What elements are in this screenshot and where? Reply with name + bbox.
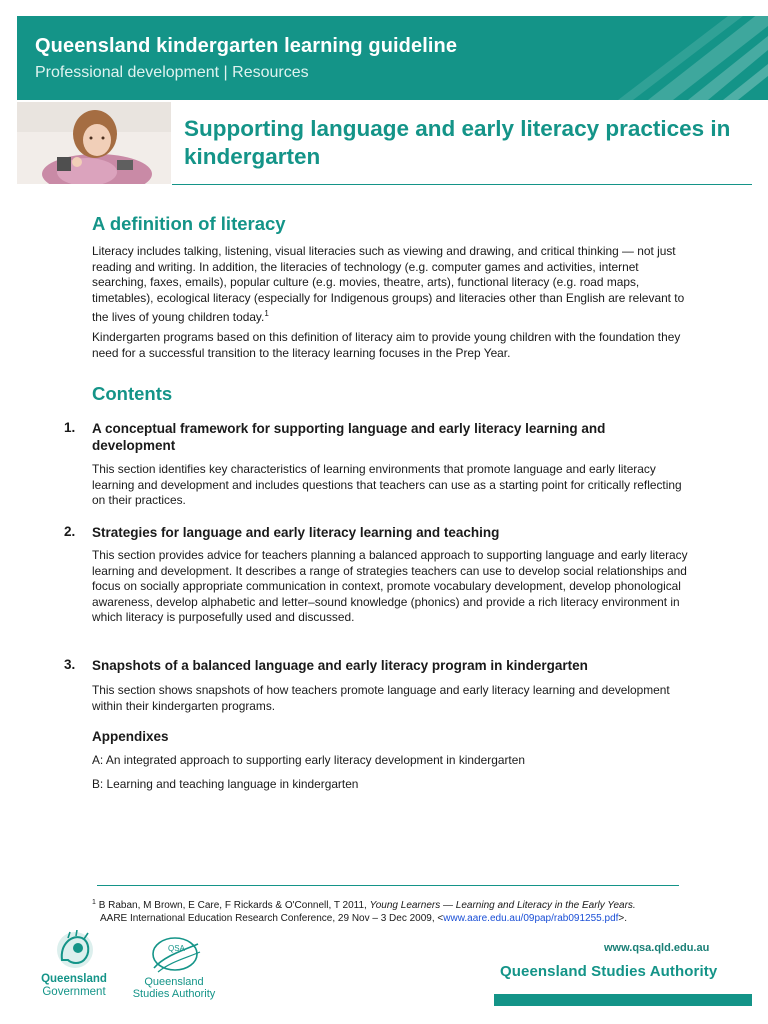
contents-item-title: Snapshots of a balanced language and early literacy program in kindergarten (92, 658, 588, 673)
footnote-suffix: >. (618, 912, 628, 924)
title-divider (172, 184, 752, 185)
qsa-line-2: Studies Authority (132, 988, 216, 1000)
definition-heading: A definition of literacy (92, 213, 286, 234)
decorative-stripes (618, 16, 768, 100)
page-title: Supporting language and early literacy practices in kindergarten (184, 116, 731, 169)
header-banner (17, 16, 768, 100)
footnote-mark: 1 (92, 899, 96, 906)
qsa-badge-text: QSA (168, 944, 185, 953)
footnote-divider (97, 885, 679, 886)
footnote-conference: AARE International Education Research Conference, 29 Nov – 3 Dec 2009, < (100, 912, 444, 924)
footnote-reference[interactable]: 1 (264, 309, 269, 319)
footnote-line-2 (92, 913, 712, 926)
footnote-work-title: Young Learners — Learning and Literacy in the Early Years. (369, 900, 636, 911)
footer-bar (494, 994, 752, 1006)
definition-paragraph-1 (92, 244, 692, 326)
contents-item-body: This section identifies key characteristics of learning environments that promote language and early literacy learning and development and includes questions that teachers can use as a starting point for critically reflecting on their practices. (92, 462, 682, 508)
contents-item-body: This section provides advice for teachers planning a balanced approach to supporting language and early literacy learning and development. It describes a range of strategies teachers can use to develop social relationships and focus on socially appropriate communication in context, promote vocabulary development, develop phonological awareness, develop alphabetic and letter–sound knowledge (phonics) and provide a rich literacy environment in which literacy is purposefully used and discussed. (92, 548, 688, 625)
authority-name: Queensland Studies Authority (500, 963, 718, 980)
contents-item-body: This section shows snapshots of how teachers promote language and early literacy learning and development within their kindergarten programs. (92, 683, 670, 713)
qg-line-1: Queensland (41, 973, 107, 985)
contents-heading: Contents (92, 383, 173, 404)
definition-paragraph-2: Kindergarten programs based on this definition of literacy aim to provide young children with the foundation they need for a successful transition to the literacy learning focuses in the Prep Year. (92, 330, 681, 360)
footnote-authors: B Raban, M Brown, E Care, F Rickards & O'Connell, T 2011, (98, 900, 370, 911)
contents-item-number: 3. (64, 657, 76, 672)
child-photo (17, 102, 171, 184)
header-subtitle: Professional development | Resources (35, 64, 309, 81)
contents-item-title: A conceptual framework for supporting language and early literacy learning and development (92, 421, 606, 453)
qg-line-2: Government (42, 985, 106, 998)
footnote-link[interactable]: www.aare.edu.au/09pap/rab091255.pdf (443, 912, 619, 924)
header-title: Queensland kindergarten learning guideline (35, 35, 458, 57)
qsa-wordmark (126, 976, 222, 1000)
appendix-item: B: Learning and teaching language in kindergarten (92, 777, 359, 791)
footnote (92, 897, 712, 925)
qsa-line-1: Queensland (144, 976, 204, 988)
website-link[interactable]: www.qsa.qld.edu.au (604, 942, 710, 954)
appendix-item: A: An integrated approach to supporting early literacy development in kindergarten (92, 753, 525, 767)
queensland-government-wordmark (34, 973, 114, 998)
footnote-line-1 (92, 897, 712, 913)
contents-item-number: 1. (64, 420, 76, 435)
definition-text: Literacy includes talking, listening, visual literacies such as viewing and drawing, and critical thinking — not just reading and writing. In addition, the literacies of technology (e.g. computer games and activities, internet searching, faxes, emails), popular culture (e.g. movies, theatre, arts), functional literacy (e.g. road maps, timetables), ecological literacy (especially for Indigenous groups) and literacies other than English are relevant to the lives of young children today. (92, 244, 685, 325)
qsa-logo-icon (140, 934, 210, 978)
contents-item-title: Strategies for language and early literacy learning and teaching (92, 525, 500, 540)
contents-item-number: 2. (64, 524, 76, 539)
appendixes-heading: Appendixes (92, 729, 169, 744)
